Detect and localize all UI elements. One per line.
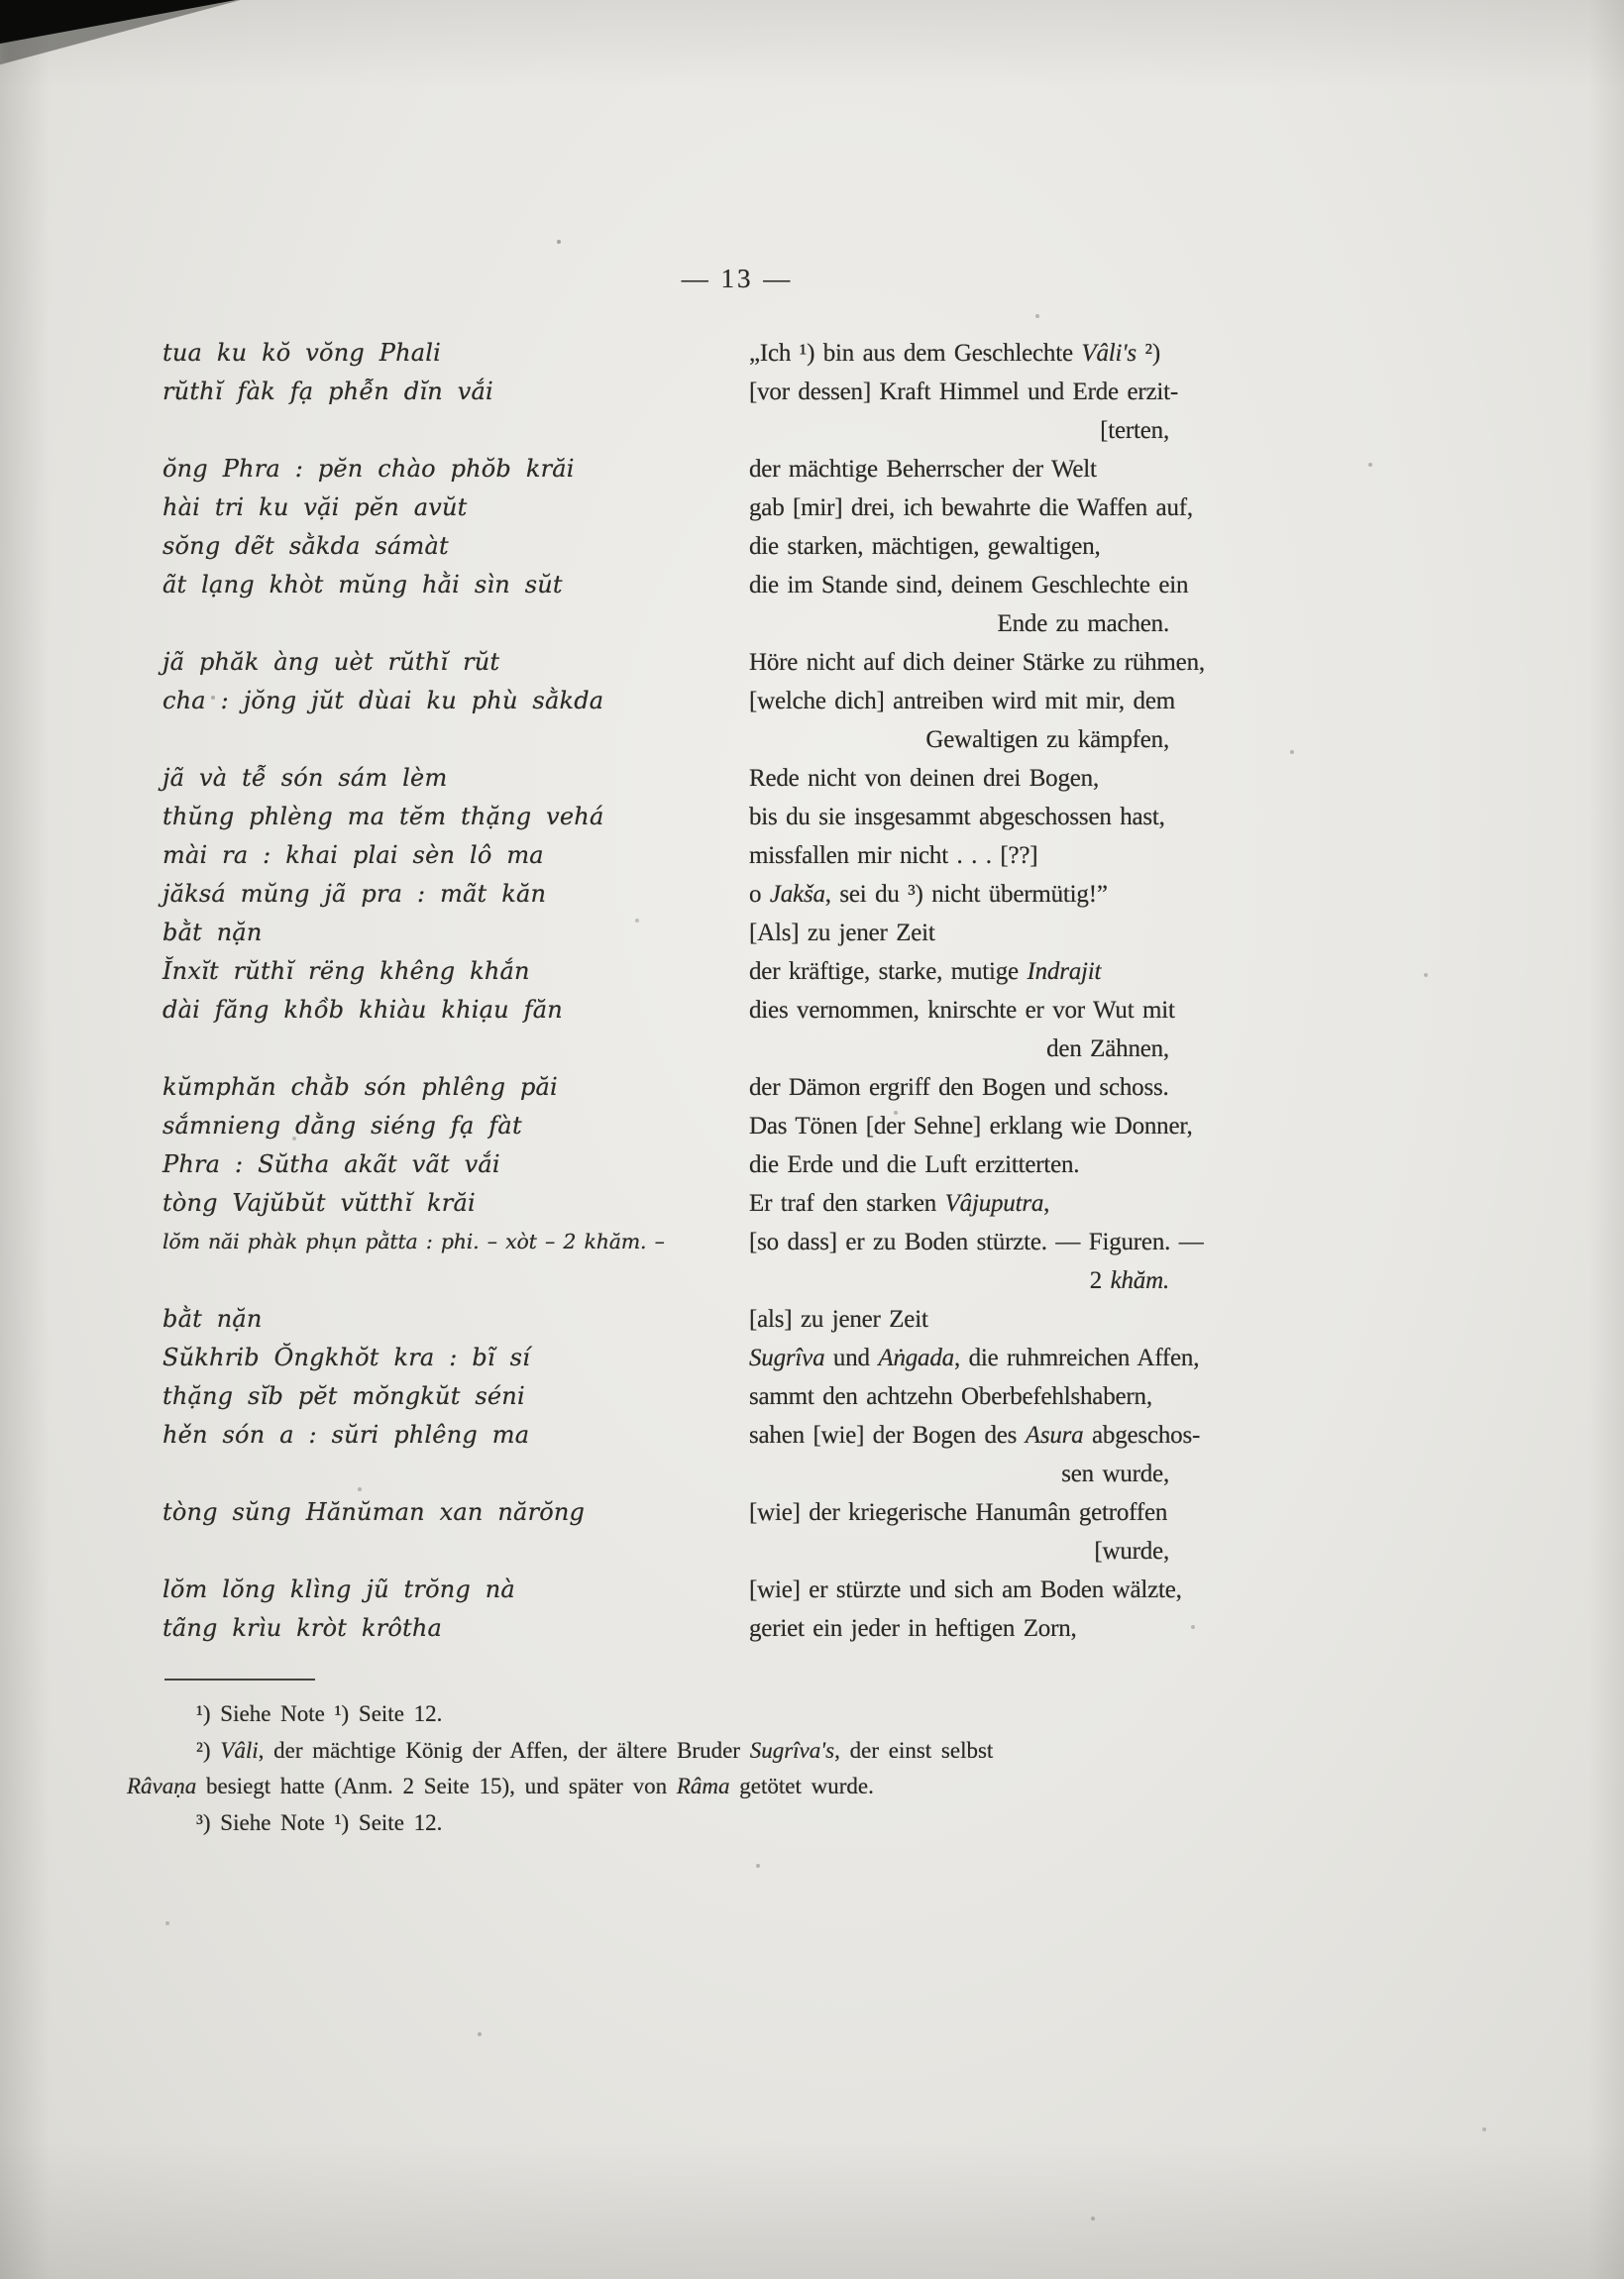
transliteration-line: bằt nặn (162, 1305, 263, 1333)
verse-row (162, 1030, 1292, 1068)
transliteration-line: ãt lạng khòt mŭng hằi sìn sŭt (162, 571, 563, 598)
verse-row (162, 1532, 1292, 1571)
verse-row (162, 914, 1292, 952)
footnote-line: ¹) Siehe Note ¹) Seite 12. (196, 1701, 443, 1726)
verse-row (162, 604, 1292, 643)
translation-line: [wie] er stürzte und sich am Boden wälzte, (749, 1576, 1182, 1603)
translation-line: missfallen mir nicht . . . [??] (749, 842, 1038, 869)
page-number: — 13 — (681, 264, 794, 293)
footnote-line: ³) Siehe Note ¹) Seite 12. (196, 1809, 443, 1835)
verse-row (162, 527, 1292, 566)
transliteration-line: jăksá mŭng jã pra : mãt kăn (162, 880, 547, 908)
transliteration-line: mài ra : khai plai sèn lô ma (162, 841, 544, 869)
transliteration-line: Ĭnxĭt rŭthĭ rëng khêng khắn (162, 957, 530, 985)
translation-line: der mächtige Beherrscher der Welt (749, 456, 1097, 483)
translation-line: der Dämon ergriff den Bogen und schoss. (749, 1074, 1169, 1101)
verse-row (162, 566, 1292, 604)
verse-row (162, 1300, 1292, 1339)
transliteration-line: dài făng khồb khiàu khiạu făn (162, 996, 563, 1024)
transliteration-line: tòng Vajŭbŭt vŭtthĭ krăi (162, 1189, 476, 1217)
transliteration-line (162, 1030, 749, 1068)
transliteration-line: cha : jŏng jŭt dùai ku phù sằkda (162, 687, 604, 714)
verse-row (162, 1493, 1292, 1532)
transliteration-line: sŏng dẽt sằkda sámàt (162, 532, 449, 560)
verse-row (162, 1571, 1292, 1609)
transliteration-line: thŭng phlèng ma tĕm thặng vehá (162, 803, 604, 830)
verse-row (162, 1609, 1292, 1648)
translation-line: sammt den achtzehn Oberbefehlshabern, (749, 1383, 1152, 1410)
verse-row (162, 759, 1292, 798)
translation-line: o Jakša, sei du ³) nicht übermütig!” (749, 881, 1108, 908)
transliteration-line: tòng sŭng Hănŭman xan nărŏng (162, 1498, 586, 1526)
verse-row (162, 1107, 1292, 1145)
footnote-rule (164, 1679, 315, 1681)
verse-row (162, 411, 1292, 450)
translation-line: gab [mir] drei, ich bewahrte die Waffen auf, (749, 494, 1193, 521)
transliteration-line (162, 1455, 749, 1493)
translation-line: der kräftige, starke, mutige Indrajit (749, 958, 1102, 985)
transliteration-line (162, 604, 749, 643)
translation-line: [als] zu jener Zeit (749, 1306, 928, 1333)
footnotes (127, 1696, 1217, 1841)
translation-line: [Als] zu jener Zeit (749, 920, 935, 946)
verse-row (162, 1223, 1292, 1261)
translation-line: Ende zu machen. (997, 610, 1169, 637)
verse-row (162, 682, 1292, 720)
transliteration-line: lŏm năi phàk phụn pằtta : phi. – xòt – 2 khăm. – (162, 1230, 665, 1253)
translation-line: bis du sie insgesammt abgeschossen hast, (749, 804, 1165, 830)
translation-line: die starken, mächtigen, gewaltigen, (749, 533, 1101, 560)
verse-row (162, 836, 1292, 875)
transliteration-line: ŏng Phra : pĕn chào phŏb krăi (162, 455, 575, 483)
transliteration-line: hěn són a : sŭri phlêng ma (162, 1421, 530, 1449)
translation-line: Gewaltigen zu kämpfen, (925, 726, 1169, 753)
verse-row (162, 450, 1292, 488)
translation-line: Höre nicht auf dich deiner Stärke zu rühmen, (749, 649, 1205, 676)
transliteration-line: tãng krìu kròt krôtha (162, 1614, 442, 1642)
translation-line: Er traf den starken Vâjuputra, (749, 1190, 1050, 1217)
verse-row (162, 334, 1292, 373)
transliteration-line (162, 1532, 749, 1571)
verse-table (162, 334, 1292, 1648)
verse-row (162, 1416, 1292, 1455)
transliteration-line: lŏm lŏng klìng jũ trŏng nà (162, 1575, 515, 1603)
translation-line: den Zähnen, (1046, 1035, 1169, 1062)
verse-row (162, 1455, 1292, 1493)
translation-line: sen wurde, (1061, 1461, 1169, 1487)
translation-line: [wurde, (1094, 1538, 1169, 1565)
verse-row (162, 488, 1292, 527)
transliteration-line: bằt nặn (162, 919, 263, 946)
verse-row (162, 798, 1292, 836)
transliteration-line (162, 1261, 749, 1300)
transliteration-line: Sŭkhrib Ŏngkhŏt kra : bĩ sí (162, 1344, 530, 1371)
translation-line: [so dass] er zu Boden stürzte. — Figuren. — (749, 1229, 1204, 1255)
transliteration-line (162, 720, 749, 759)
transliteration-line: tua ku kŏ vŏng Phali (162, 339, 442, 367)
transliteration-line: Phra : Sŭtha akãt vãt vắi (162, 1150, 500, 1178)
translation-line: sahen [wie] der Bogen des Asura abgeschos- (749, 1422, 1201, 1449)
verse-row (162, 991, 1292, 1030)
transliteration-line: sắmnieng dằng siéng fạ fàt (162, 1112, 522, 1140)
transliteration-line (162, 411, 749, 450)
translation-line: die im Stande sind, deinem Geschlechte ein (749, 572, 1189, 598)
transliteration-line: jã và tễ són sám lèm (162, 764, 448, 792)
verse-row (162, 1261, 1292, 1300)
verse-row (162, 1145, 1292, 1184)
translation-line: [welche dich] antreiben wird mit mir, dem (749, 688, 1175, 714)
verse-row (162, 1068, 1292, 1107)
translation-line: [vor dessen] Kraft Himmel und Erde erzit- (749, 379, 1179, 405)
verse-row (162, 875, 1292, 914)
paper-specks (0, 0, 2, 2)
verse-row (162, 952, 1292, 991)
translation-line: „Ich ¹) bin aus dem Geschlechte Vâli's ²) (749, 340, 1160, 367)
translation-line: Sugrîva und Aṅgada, die ruhmreichen Affen, (749, 1345, 1200, 1371)
translation-line: Rede nicht von deinen drei Bogen, (749, 765, 1100, 792)
footnote-line: ²) Vâli, der mächtige König der Affen, der ältere Bruder Sugrîva's, der einst selbst (196, 1737, 994, 1763)
translation-line: [terten, (1100, 417, 1169, 444)
transliteration-line: jã phăk àng uèt rŭthĭ rŭt (162, 648, 500, 676)
transliteration-line: rŭthĭ fàk fạ phễn dĭn vắi (162, 378, 493, 405)
translation-line: dies vernommen, knirschte er vor Wut mit (749, 997, 1175, 1024)
verse-row (162, 643, 1292, 682)
transliteration-line: hài tri ku vặi pĕn avŭt (162, 493, 468, 521)
verse-row (162, 1377, 1292, 1416)
transliteration-line: thặng sĭb pĕt mŏngkŭt séni (162, 1382, 525, 1410)
transliteration-line: kŭmphăn chằb són phlêng păi (162, 1073, 558, 1101)
translation-line: geriet ein jeder in heftigen Zorn, (749, 1615, 1077, 1642)
verse-row (162, 720, 1292, 759)
translation-line: die Erde und die Luft erzitterten. (749, 1151, 1080, 1178)
verse-row (162, 373, 1292, 411)
verse-row (162, 1184, 1292, 1223)
translation-line: 2 khăm. (1089, 1267, 1169, 1294)
translation-line: Das Tönen [der Sehne] erklang wie Donner, (749, 1113, 1193, 1140)
verse-row (162, 1339, 1292, 1377)
footnote-line: Râvaṇa besiegt hatte (Anm. 2 Seite 15), und später von Râma getötet wurde. (127, 1774, 874, 1798)
translation-line: [wie] der kriegerische Hanumân getroffen (749, 1499, 1168, 1526)
